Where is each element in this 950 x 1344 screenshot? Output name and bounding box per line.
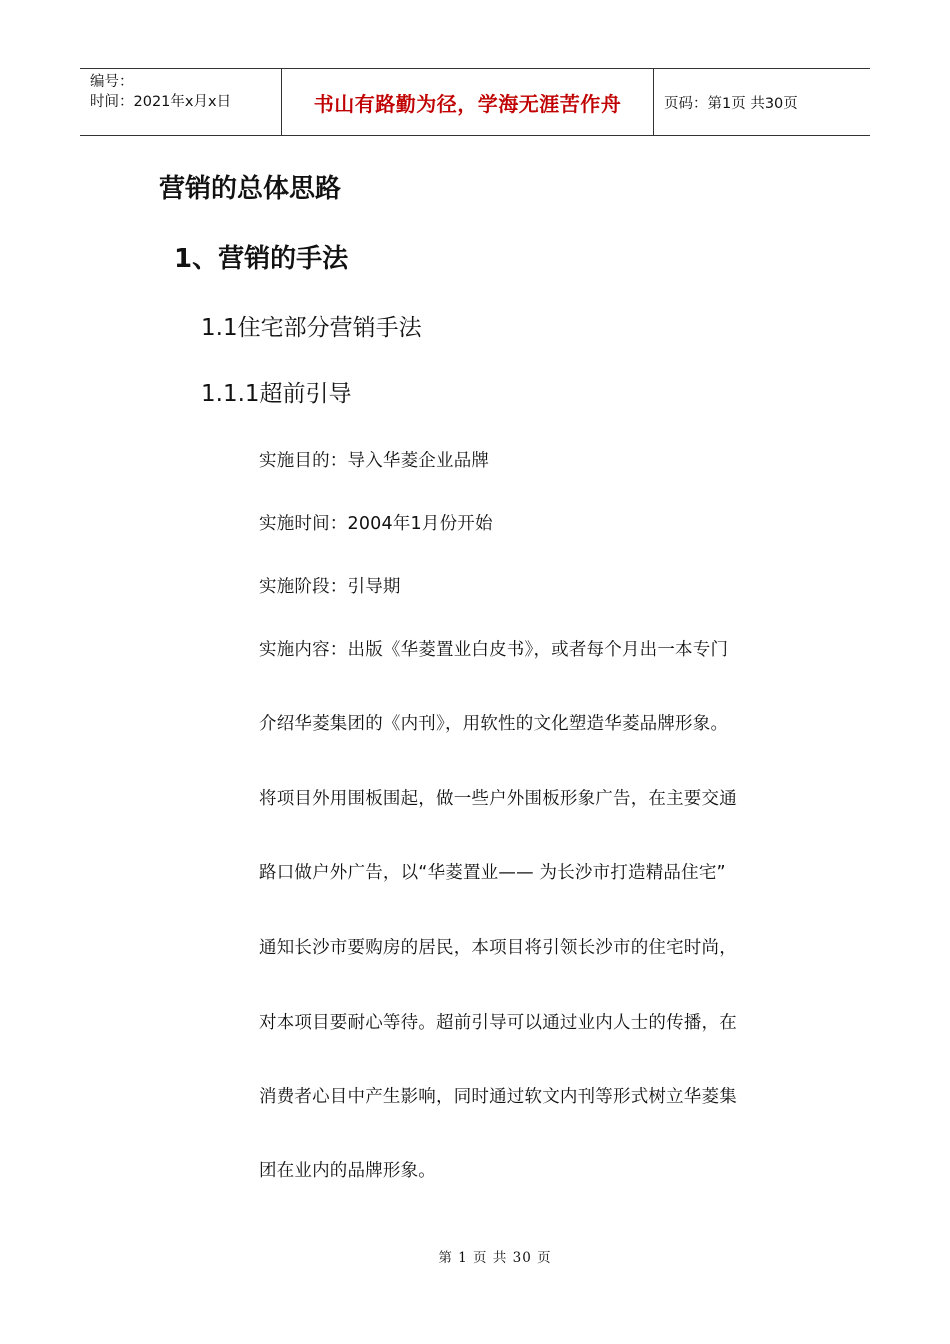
paragraph-line: 消费者心目中产生影响，同时通过软文内刊等形式树立华菱集 [259,1087,737,1107]
paragraph-line: 路口做户外广告，以“华菱置业—— 为长沙市打造精品住宅” [259,863,726,883]
paragraph-line: 对本项目要耐心等待。超前引导可以通过业内人士的传播，在 [259,1013,737,1033]
paragraph-line: 实施目的：导入华菱企业品牌 [259,451,490,471]
document-number-label: 编号： [90,74,134,90]
page-footer: 第 1 页 共 30 页 [438,1250,552,1266]
paragraph-line: 实施时间：2004年1月份开始 [259,514,493,534]
section-heading-1: 1、营销的手法 [174,244,349,274]
header-motto: 书山有路勤为径，学海无涯苦作舟 [313,91,622,116]
header-meta-cell [80,69,282,135]
paragraph-line: 介绍华菱集团的《内刊》，用软性的文化塑造华菱品牌形象。 [259,714,729,734]
header-page-cell [654,69,870,135]
paragraph-line: 实施阶段：引导期 [259,577,401,597]
paragraph-line: 将项目外用围板围起，做一些户外围板形象广告，在主要交通 [259,789,737,809]
section-heading-1-1-1: 1.1.1超前引导 [201,381,352,407]
section-heading-1-1: 1.1住宅部分营销手法 [201,315,422,341]
paragraph-line: 实施内容：出版《华菱置业白皮书》，或者每个月出一本专门 [259,640,729,660]
document-date-label: 时间：2021年x月x日 [90,94,232,110]
header-page-info: 页码：第1页 共30页 [664,95,798,112]
page-header [80,68,870,136]
document-title: 营销的总体思路 [159,174,342,204]
paragraph-line: 通知长沙市要购房的居民，本项目将引领长沙市的住宅时尚， [259,938,737,958]
paragraph-line: 团在业内的品牌形象。 [259,1161,436,1181]
header-motto-cell [282,69,654,135]
